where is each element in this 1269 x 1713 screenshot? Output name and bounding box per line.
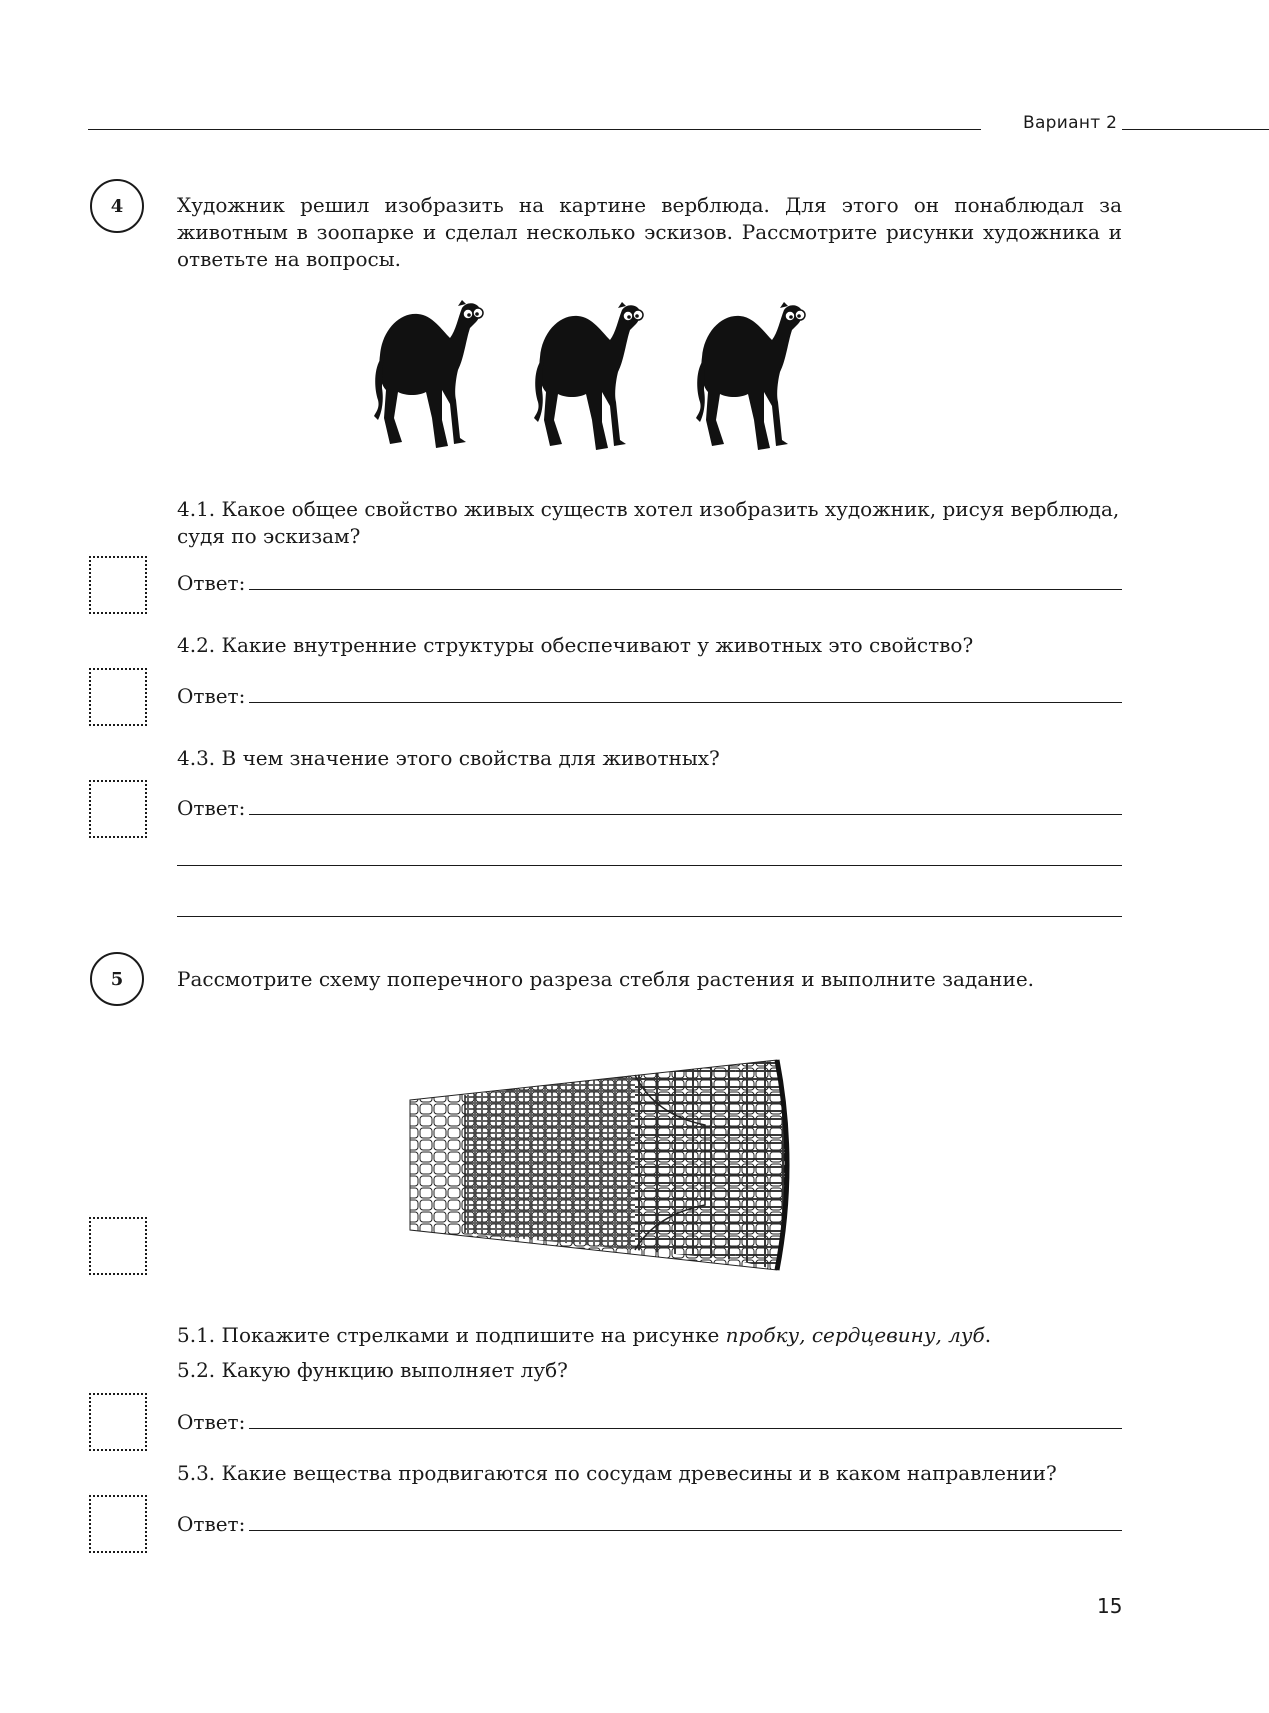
- task-number-5: 5: [90, 952, 144, 1006]
- variant-label: Вариант 2: [1023, 113, 1118, 133]
- answer-line[interactable]: [249, 1428, 1122, 1429]
- answer-line[interactable]: [249, 814, 1122, 815]
- answer-extra-line[interactable]: [177, 916, 1122, 917]
- header-rule-right: [1122, 129, 1269, 130]
- answer-line[interactable]: [249, 589, 1122, 590]
- stem-cross-section-figure: [405, 1055, 805, 1275]
- answer-extra-line[interactable]: [177, 865, 1122, 866]
- header-rule-left: [88, 129, 981, 130]
- camel-icon: [696, 302, 805, 450]
- answer-line[interactable]: [249, 702, 1122, 703]
- answer-label: Ответ:: [177, 684, 246, 708]
- score-box-4-2[interactable]: [89, 668, 147, 726]
- camel-sketches-svg: [370, 300, 840, 480]
- answer-row-4-1[interactable]: [177, 564, 1122, 594]
- score-box-4-3[interactable]: [89, 780, 147, 838]
- score-box-5-3[interactable]: [89, 1495, 147, 1553]
- task-number-4: 4: [90, 179, 144, 233]
- question-4-2: 4.2. Какие внутренние структуры обеспечивают у животных это свойство?: [177, 633, 974, 657]
- page-number: 15: [1097, 1594, 1123, 1618]
- question-4-1: 4.1. Какое общее свойство живых существ хотел изобразить художник, рисуя верблюда, судя по эскизам?: [177, 497, 1120, 548]
- score-box-5-2[interactable]: [89, 1393, 147, 1451]
- answer-row-4-2[interactable]: [177, 677, 1122, 707]
- question-5-1-terms: пробку, сердцевину, луб: [725, 1323, 985, 1347]
- answer-row-4-3[interactable]: [177, 789, 1122, 819]
- stem-cross-section-svg: [405, 1055, 805, 1275]
- task4-intro: Художник решил изобразить на картине верблюда. Для этого он понаблюдал за животным в зоопарке и сделал несколько эскизов. Рассмотрите рисунки художника и ответьте на вопросы.: [177, 193, 1122, 271]
- camel-icon: [534, 302, 643, 450]
- question-5-1: [177, 1322, 1122, 1349]
- question-5-2: 5.2. Какую функцию выполняет луб?: [177, 1358, 568, 1382]
- question-5-1-prefix: 5.1. Покажите стрелками и подпишите на рисунке: [177, 1323, 726, 1347]
- answer-line[interactable]: [249, 1530, 1122, 1531]
- question-5-3: 5.3. Какие вещества продвигаются по сосудам древесины и в каком направлении?: [177, 1461, 1057, 1485]
- answer-label: Ответ:: [177, 1512, 246, 1536]
- camel-icon: [374, 300, 483, 448]
- answer-row-5-3[interactable]: [177, 1505, 1122, 1535]
- answer-label: Ответ:: [177, 796, 246, 820]
- question-4-3: 4.3. В чем значение этого свойства для животных?: [177, 746, 720, 770]
- question-5-1-suffix: .: [984, 1323, 992, 1347]
- score-box-4-1[interactable]: [89, 556, 147, 614]
- answer-label: Ответ:: [177, 1410, 246, 1434]
- answer-label: Ответ:: [177, 571, 246, 595]
- score-box-5-figure[interactable]: [89, 1217, 147, 1275]
- task5-intro: Рассмотрите схему поперечного разреза стебля растения и выполните задание.: [177, 967, 1035, 991]
- camel-sketches-figure: [370, 300, 840, 480]
- answer-row-5-2[interactable]: [177, 1403, 1122, 1433]
